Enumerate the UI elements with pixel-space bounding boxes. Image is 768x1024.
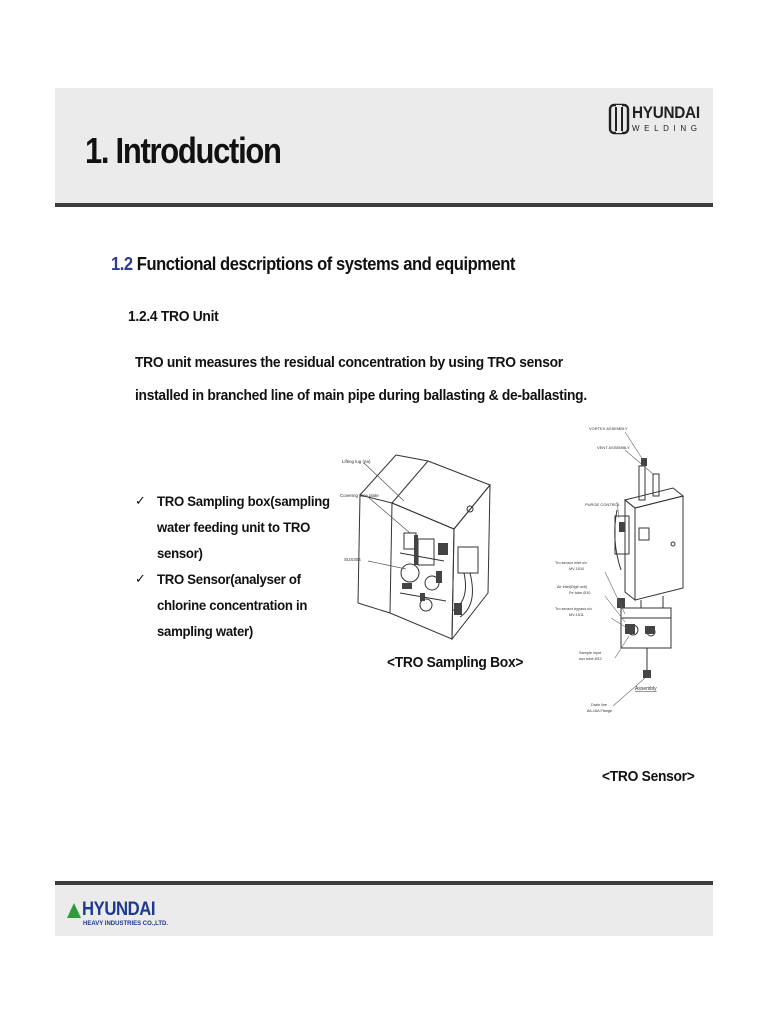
sensor-label-pe-tube: Pe tube Ø10	[569, 591, 591, 595]
sensor-label-eux-tube: eux tube Ø12	[579, 657, 602, 661]
sensor-label-air-inlet: Air inlet(Digit unit)	[557, 585, 587, 589]
hhi-logo	[67, 899, 167, 931]
subsection-heading: 1.2.4 TRO Unit	[128, 308, 219, 325]
sensor-label-vent: VENT ASSEMBLY	[597, 445, 630, 450]
checkmark-icon: ✓	[135, 493, 146, 508]
intro-paragraph: TRO unit measures the residual concentration by using TRO sensor installed in branched line of main pipe during ballasting & de-ballasting.	[135, 354, 587, 404]
sensor-label-mv1510: MV-1510	[569, 567, 585, 571]
list-item	[135, 566, 355, 644]
hhi-logo-sub: HEAVY INDUSTRIES CO.,LTD.	[83, 921, 169, 927]
section-number: 1.2	[111, 254, 133, 274]
box-label-lifting-lug: Lifting lug (ea)	[342, 459, 371, 464]
hhi-triangle-icon	[67, 903, 81, 918]
tro-sensor-caption: <TRO Sensor>	[602, 768, 695, 785]
bullet-text: TRO Sampling box(sampling water feeding unit to TRO sensor)	[157, 493, 330, 561]
sensor-label-assembly: Assembly	[635, 686, 657, 692]
page-title: 1. Introduction	[85, 130, 281, 171]
tro-sensor-drawing	[555, 418, 705, 723]
tro-sampling-box-drawing	[340, 443, 500, 643]
section-title: Functional descriptions of systems and equipment	[136, 254, 515, 274]
hyundai-welding-logo-name: HYUNDAI	[632, 103, 700, 122]
hyundai-welding-logo-icon	[608, 103, 630, 135]
section-heading	[111, 254, 515, 275]
tro-sampling-box-caption: <TRO Sampling Box>	[387, 654, 524, 671]
slide	[55, 88, 713, 936]
header-divider	[55, 203, 713, 207]
checkmark-icon: ✓	[135, 571, 146, 586]
hyundai-welding-logo	[608, 102, 703, 136]
box-label-cover-plate: Covering face plate	[340, 493, 379, 498]
sensor-label-inlet-sv: Tro sensor inlet s/v	[555, 561, 587, 565]
sensor-label-drain: Drain line	[591, 703, 608, 707]
sensor-label-purge: PURGE CONTROL	[585, 502, 620, 507]
hyundai-welding-logo-sub: WELDING	[632, 124, 702, 133]
list-item	[135, 488, 355, 566]
hhi-logo-name: HYUNDAI	[82, 899, 156, 920]
sensor-label-sample-input: Sample input	[579, 651, 602, 655]
sensor-label-mv1511: MV-1511	[569, 613, 584, 617]
sensor-label-bypass-sv: Tro sensor bypass s/v	[555, 607, 592, 611]
sensor-label-vortex: VORTEX ASSEMBLY	[589, 426, 628, 431]
sensor-label-flange: 8A-16A Flange	[587, 709, 613, 713]
box-label-material: SUS304	[344, 557, 361, 562]
bullet-text: TRO Sensor(analyser of chlorine concentration in sampling water)	[157, 571, 308, 639]
footer-divider	[55, 881, 713, 885]
bullet-list	[135, 488, 355, 644]
